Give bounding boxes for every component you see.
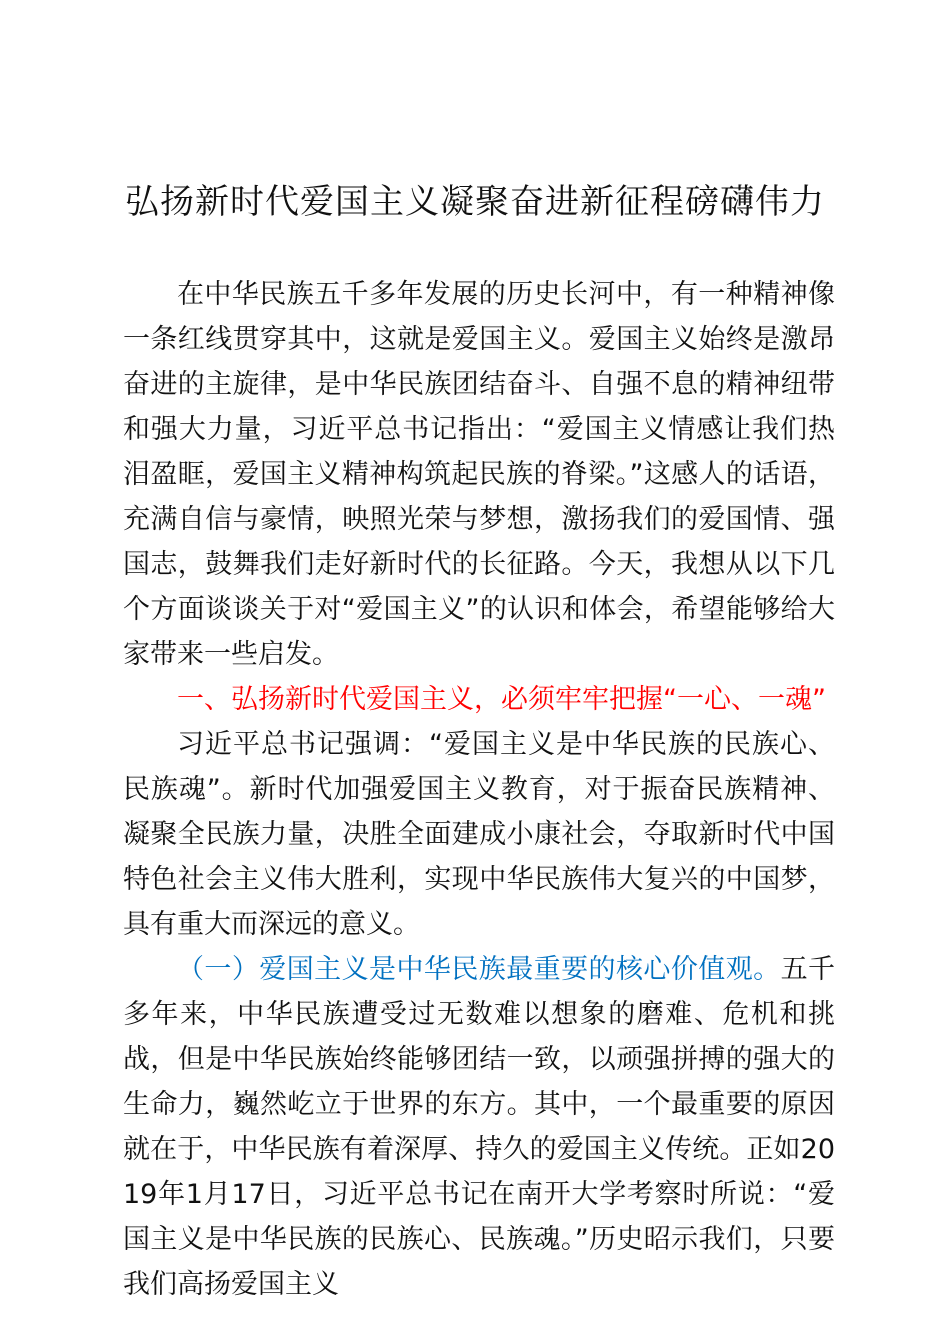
paragraph-1: 在中华民族五千多年发展的历史长河中，有一种精神像一条红线贯穿其中，这就是爱国主义。爱国主义始终是激昂奋进的主旋律，是中华民族团结奋斗、自强不息的精神纽带和强大力量，习近平总书记指出：“爱国主义情感让我们热泪盈眶，爱国主义精神构筑起民族的脊梁。”这感人的话语，充满自信与豪情，映照光荣与梦想，激扬我们的爱国情、强国志，鼓舞我们走好新时代的长征路。今天，我想从以下几个方面谈谈关于对“爱国主义”的认识和体会，希望能够给大家带来一些启发。	[123, 279, 835, 670]
section-heading-1: 一、弘扬新时代爱国主义，必须牢牢把握“一心、一魂”	[177, 684, 826, 715]
subsection-heading-1: （一）爱国主义是中华民族最重要的核心价值观。	[177, 954, 781, 985]
document-body	[123, 272, 835, 1307]
paragraph-2: 习近平总书记强调：“爱国主义是中华民族的民族心、民族魂”。新时代加强爱国主义教育，对于振奋民族精神、凝聚全民族力量，决胜全面建成小康社会，夺取新时代中国特色社会主义伟大胜利，实现中华民族伟大复兴的中国梦，具有重大而深远的意义。	[123, 729, 835, 940]
paragraph-3-container	[123, 947, 835, 1307]
paragraph-3: 五千多年来，中华民族遭受过无数难以想象的磨难、危机和挑战，但是中华民族始终能够团结一致，以顽强拼搏的强大的生命力，巍然屹立于世界的东方。其中，一个最重要的原因就在于，中华民族有着深厚、持久的爱国主义传统。正如2019年1月17日，习近平总书记在南开大学考察时所说：“爱国主义是中华民族的民族心、民族魂。”历史昭示我们，只要我们高扬爱国主义	[123, 954, 836, 1300]
document-title: 弘扬新时代爱国主义凝聚奋进新征程磅礴伟力	[125, 182, 825, 222]
